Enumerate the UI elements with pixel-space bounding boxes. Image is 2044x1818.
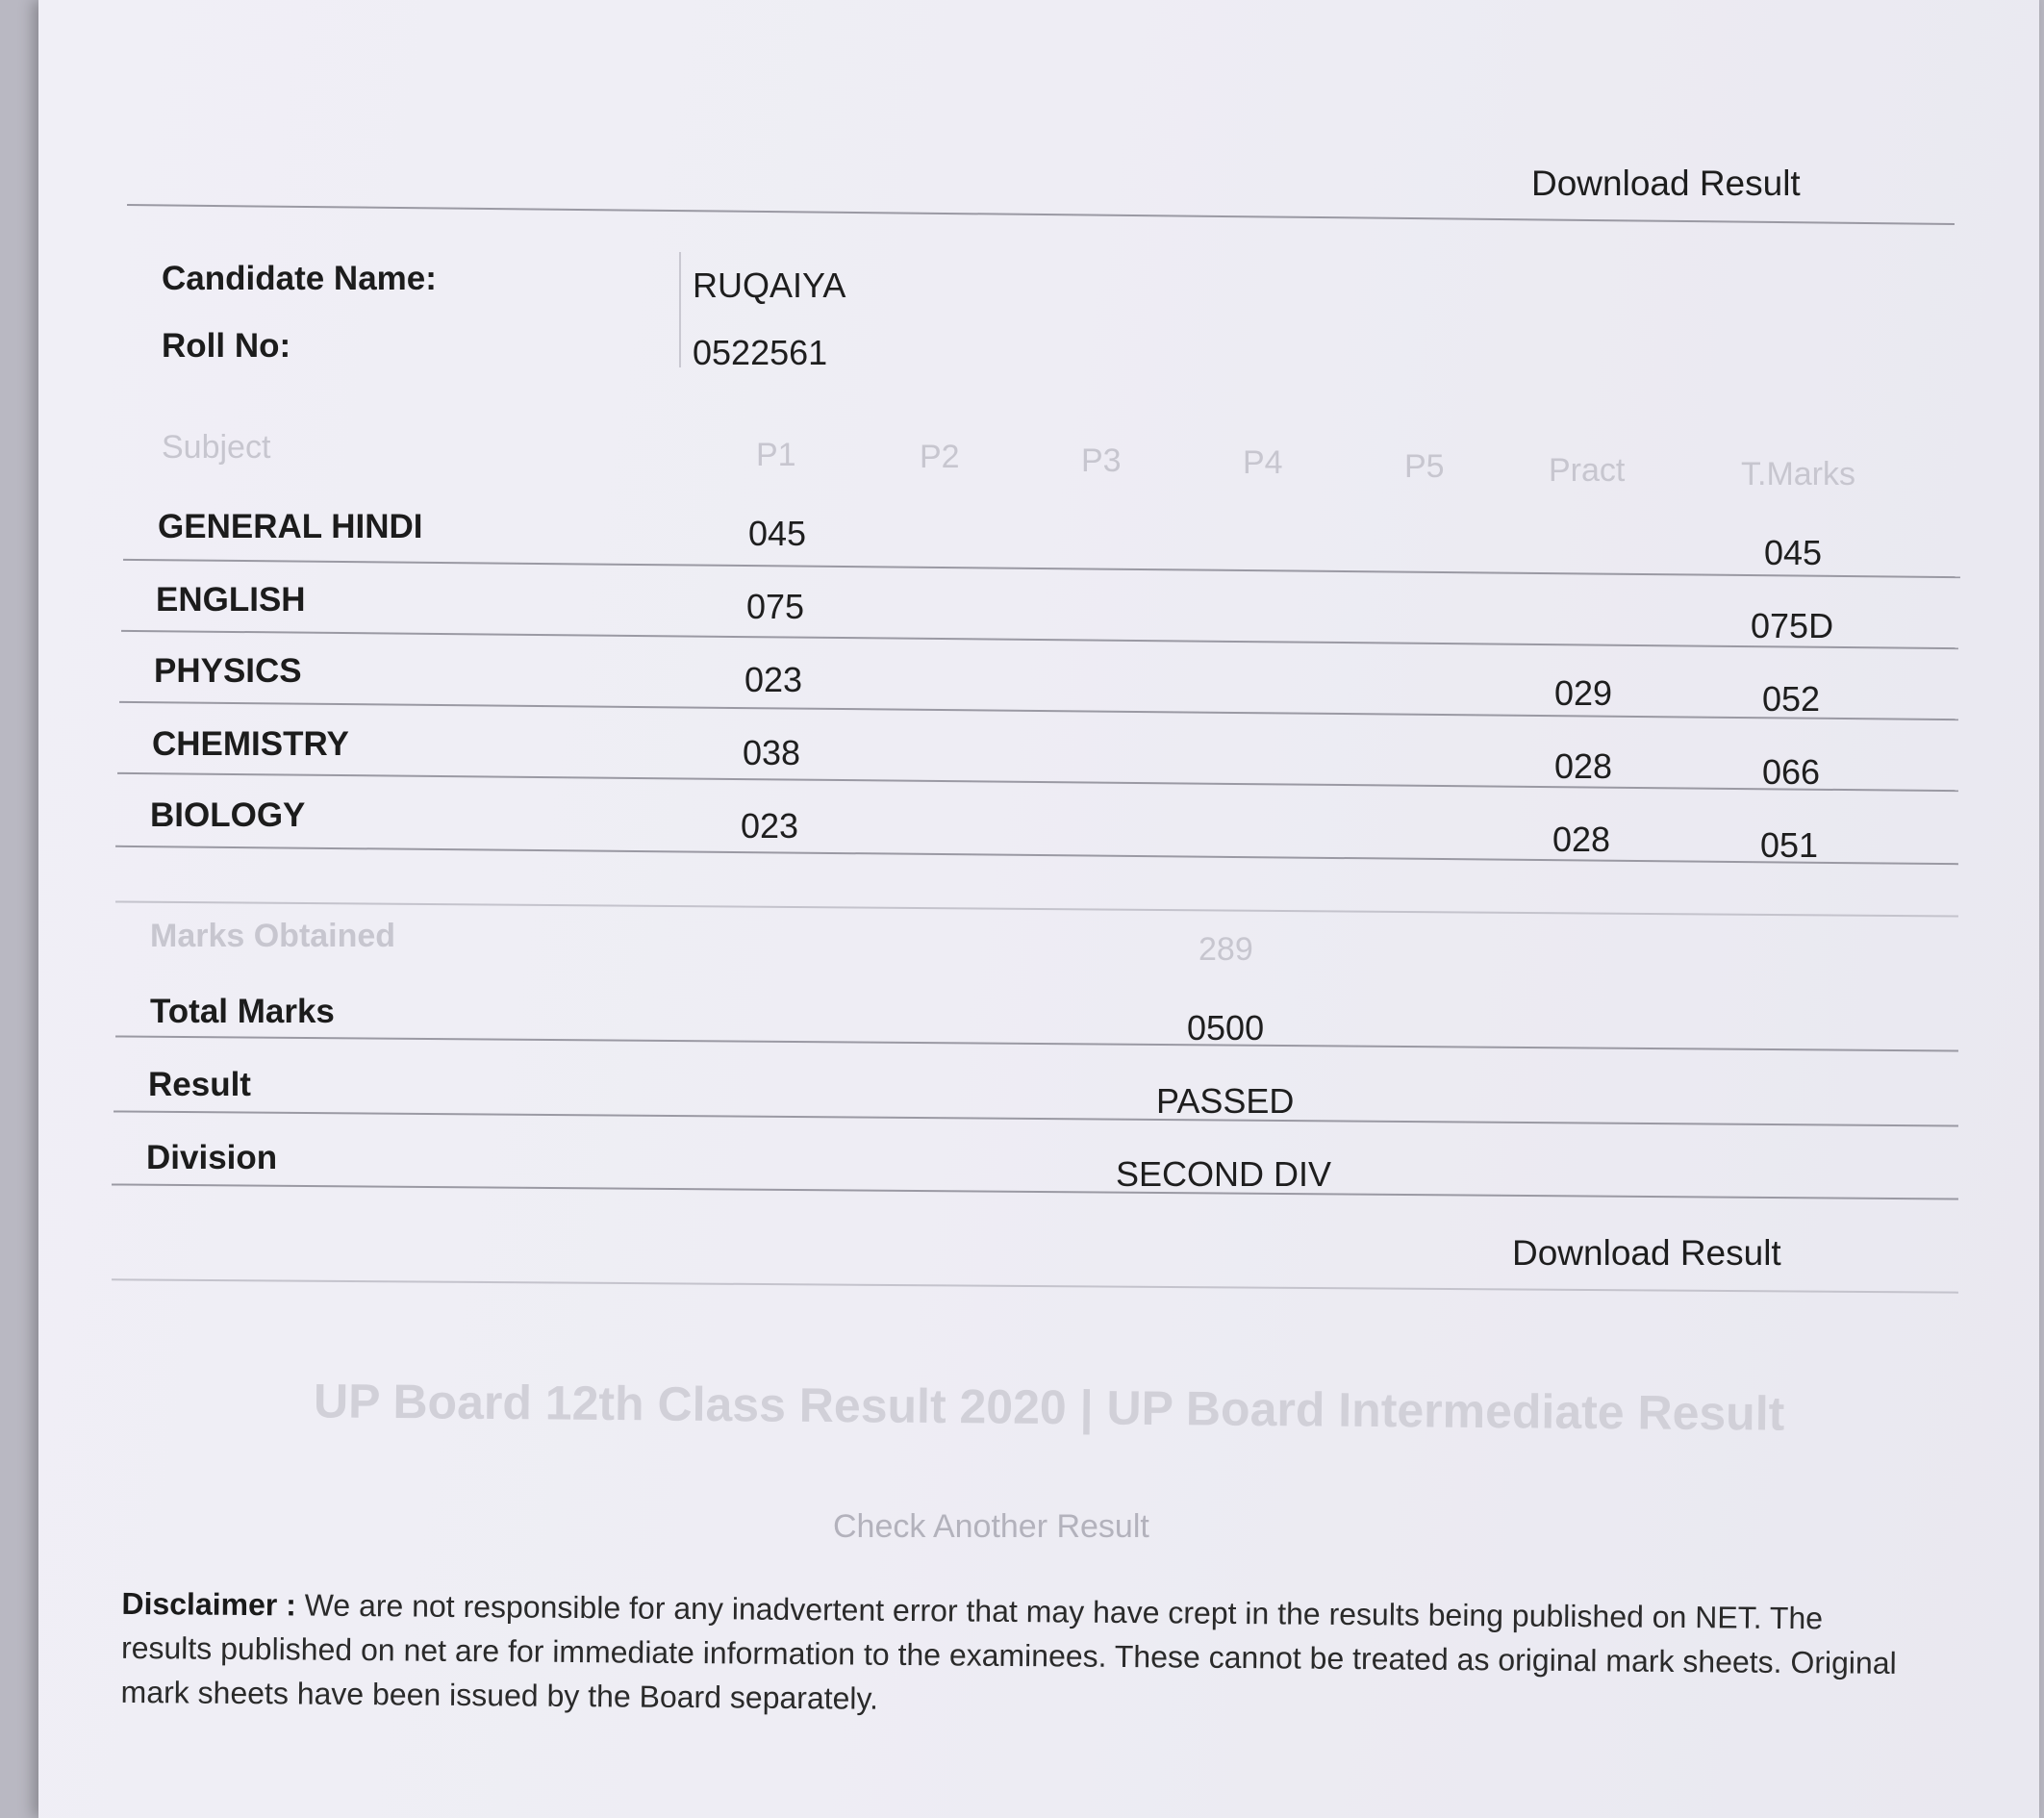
header-total-marks: T.Marks	[1741, 456, 1855, 492]
result-value: PASSED	[1156, 1081, 1295, 1121]
subject-name: CHEMISTRY	[152, 725, 349, 763]
total-mark: 075D	[1751, 606, 1834, 645]
total-mark: 051	[1760, 825, 1819, 865]
total-mark: 066	[1762, 752, 1821, 792]
pract-mark: 028	[1554, 746, 1613, 786]
header-p4: P4	[1243, 444, 1283, 481]
row-divider	[119, 701, 1958, 720]
total-marks-label: Total Marks	[150, 993, 335, 1030]
subject-name: GENERAL HINDI	[158, 508, 423, 545]
marks-obtained-label: Marks Obtained	[150, 918, 396, 954]
total-mark: 045	[1764, 533, 1823, 572]
result-label: Result	[148, 1066, 251, 1103]
roll-no-label: Roll No:	[162, 327, 291, 365]
header-p2: P2	[920, 439, 960, 475]
p1-mark: 075	[746, 587, 805, 626]
roll-no-value: 0522561	[693, 333, 828, 372]
subject-name: BIOLOGY	[150, 796, 306, 834]
divider	[112, 1183, 1958, 1199]
divider	[115, 900, 1958, 917]
divider	[127, 204, 1955, 225]
p1-mark: 038	[743, 733, 801, 772]
divider	[114, 1110, 1958, 1126]
banner-title: UP Board 12th Class Result 2020 | UP Board Intermediate Result	[313, 1374, 1785, 1441]
header-p5: P5	[1404, 448, 1445, 485]
header-p3: P3	[1081, 442, 1122, 479]
check-another-result-link[interactable]: Check Another Result	[833, 1508, 1149, 1545]
row-divider	[123, 559, 1960, 578]
p1-mark: 023	[744, 660, 803, 699]
disclaimer	[120, 1581, 1910, 1730]
marks-obtained-value: 289	[1199, 931, 1253, 968]
header-p1: P1	[756, 437, 796, 473]
disclaimer-text: We are not responsible for any inadvertent error that may have crept in the results being published on NET. The results published on net are for immediate information to the examinees. These cannot be treated as original mark sheets. Original mark sheets have been issued by the Board separately.	[120, 1587, 1897, 1716]
p1-mark: 023	[741, 806, 799, 846]
total-mark: 052	[1762, 679, 1821, 719]
result-sheet	[38, 0, 2039, 1818]
candidate-name-value: RUQAIYA	[693, 265, 846, 305]
row-divider	[121, 630, 1958, 649]
division-label: Division	[146, 1139, 278, 1176]
pract-mark: 028	[1552, 820, 1611, 859]
subject-name: PHYSICS	[154, 652, 302, 690]
candidate-name-label: Candidate Name:	[162, 260, 437, 297]
disclaimer-label: Disclaimer :	[121, 1585, 297, 1623]
row-divider	[117, 772, 1958, 792]
header-pract: Pract	[1549, 452, 1626, 489]
subject-name: ENGLISH	[156, 581, 306, 619]
divider	[115, 1035, 1958, 1051]
division-value: SECOND DIV	[1116, 1154, 1332, 1194]
column-separator	[679, 252, 681, 367]
download-result-button-top[interactable]: Download Result	[1531, 164, 1801, 203]
total-marks-value: 0500	[1187, 1008, 1265, 1048]
download-result-button-bottom[interactable]: Download Result	[1512, 1233, 1781, 1273]
p1-mark: 045	[748, 514, 807, 553]
divider	[112, 1278, 1958, 1293]
row-divider	[115, 846, 1958, 865]
header-subject: Subject	[162, 429, 271, 466]
pract-mark: 029	[1554, 673, 1613, 713]
